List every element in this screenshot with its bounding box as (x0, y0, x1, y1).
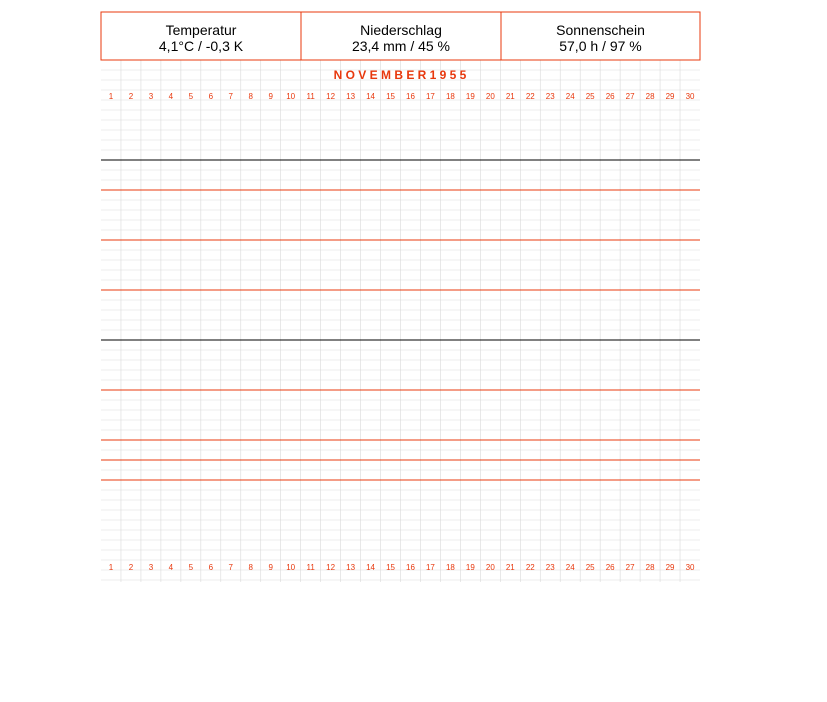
day-label: 6 (208, 92, 214, 101)
day-label: 4 (168, 563, 174, 572)
day-label: 27 (625, 92, 635, 101)
day-label: 23 (545, 563, 555, 572)
day-label: 7 (228, 563, 234, 572)
day-label: 4 (168, 92, 174, 101)
day-label: 25 (585, 563, 595, 572)
day-label: 11 (306, 563, 315, 572)
day-label: 20 (485, 563, 495, 572)
day-label: 17 (425, 92, 435, 101)
day-label: 28 (645, 92, 655, 101)
day-label: 15 (386, 563, 395, 572)
day-label: 3 (148, 563, 154, 572)
day-label: 26 (605, 563, 615, 572)
day-label: 17 (425, 563, 435, 572)
day-label: 25 (585, 92, 595, 101)
day-label: 30 (685, 563, 695, 572)
day-label: 6 (208, 563, 214, 572)
day-label: 29 (665, 563, 675, 572)
day-label: 13 (346, 92, 356, 101)
day-label: 19 (465, 92, 475, 101)
day-label: 11 (306, 92, 315, 101)
day-label: 10 (286, 563, 296, 572)
sunshine-value: 57,0 h / 97 % (559, 38, 642, 54)
day-label: 12 (326, 92, 336, 101)
day-label: 10 (286, 92, 296, 101)
temperature-value: 4,1°C / -0,3 K (158, 38, 244, 54)
day-label: 8 (248, 92, 253, 101)
day-label: 24 (565, 563, 575, 572)
day-label: 26 (605, 92, 615, 101)
day-label: 5 (188, 92, 194, 101)
day-label: 20 (485, 92, 495, 101)
month-title: N O V E M B E R 1 9 5 5 (333, 68, 467, 82)
day-label: 9 (268, 92, 273, 101)
day-label: 27 (625, 563, 635, 572)
day-label: 15 (386, 92, 395, 101)
precipitation-title: Niederschlag (360, 22, 442, 38)
precipitation-value: 23,4 mm / 45 % (351, 38, 451, 54)
day-label: 12 (326, 563, 336, 572)
day-label: 18 (445, 563, 455, 572)
day-label: 13 (346, 563, 356, 572)
day-label: 9 (268, 563, 273, 572)
day-label: 1 (108, 92, 114, 101)
day-label: 18 (445, 92, 455, 101)
day-label: 19 (465, 563, 475, 572)
day-label: 21 (505, 563, 515, 572)
day-label: 29 (665, 92, 675, 101)
temperature-title: Temperatur (165, 22, 237, 38)
day-label: 3 (148, 92, 154, 101)
day-label: 14 (366, 563, 376, 572)
sunshine-title: Sonnenschein (556, 22, 645, 38)
day-label: 22 (525, 92, 535, 101)
day-label: 2 (128, 563, 134, 572)
temperature-summary (101, 12, 301, 60)
day-label: 7 (228, 92, 234, 101)
day-label: 24 (565, 92, 575, 101)
day-label: 2 (128, 92, 134, 101)
day-label: 23 (545, 92, 555, 101)
day-label: 14 (366, 92, 376, 101)
day-label: 21 (505, 92, 515, 101)
day-label: 30 (685, 92, 695, 101)
day-label: 16 (406, 92, 415, 101)
day-label: 8 (248, 563, 253, 572)
sunshine-summary (501, 12, 700, 60)
precipitation-summary (301, 12, 501, 60)
day-label: 16 (406, 563, 415, 572)
day-label: 1 (108, 563, 114, 572)
day-label: 5 (188, 563, 194, 572)
day-label: 28 (645, 563, 655, 572)
day-label: 22 (525, 563, 535, 572)
